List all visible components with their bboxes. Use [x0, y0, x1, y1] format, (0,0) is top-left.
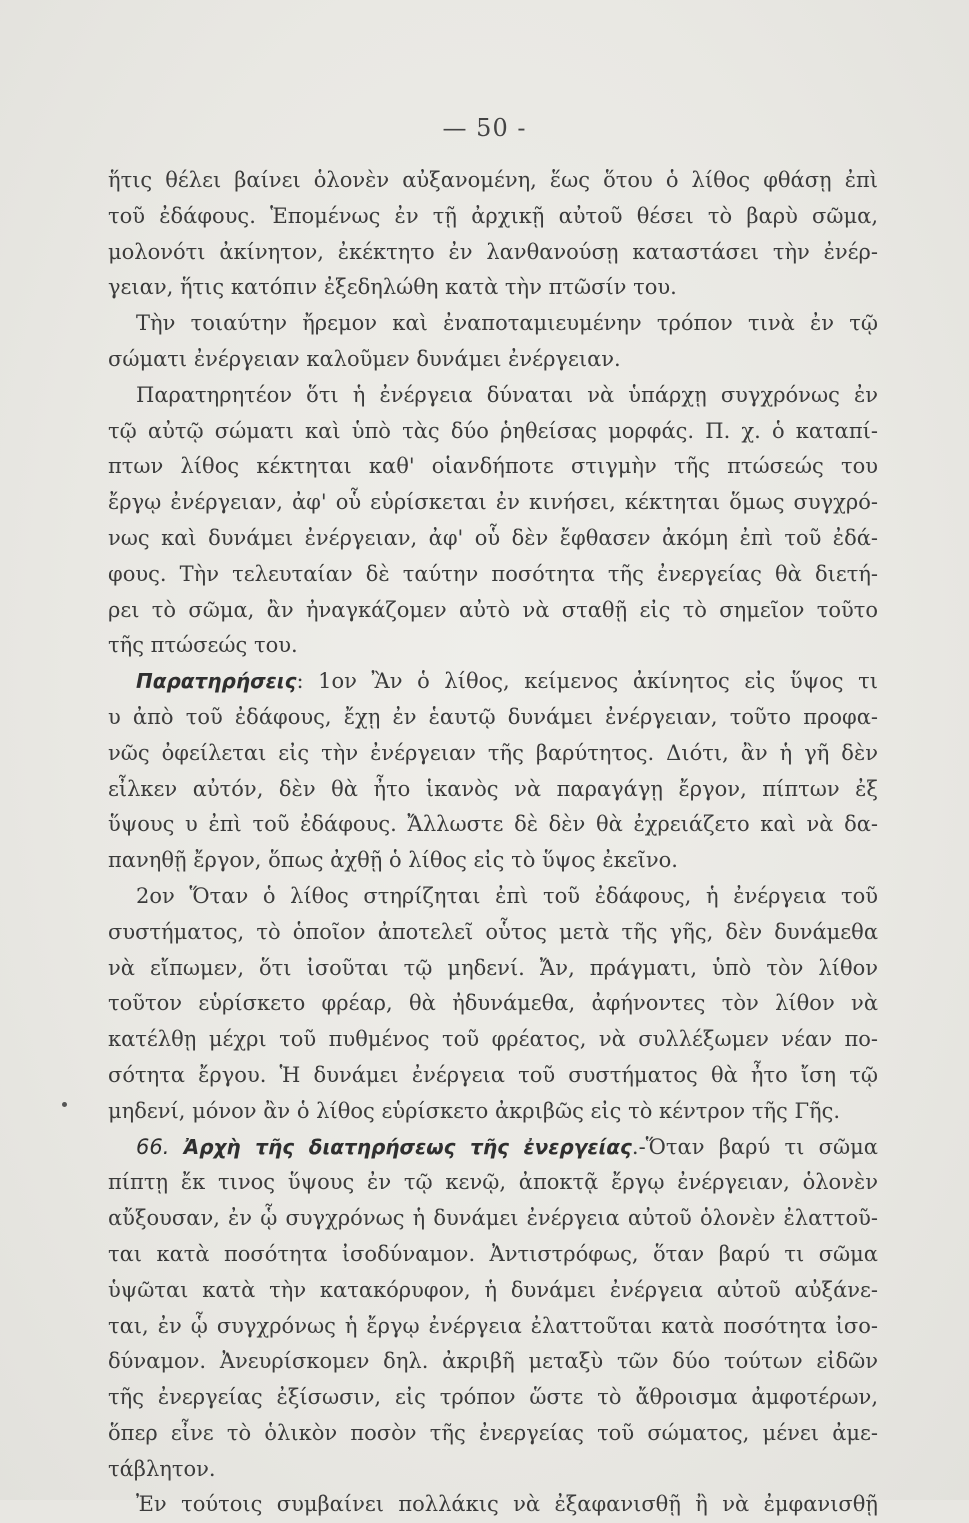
text-line: ὕψους υ ἐπὶ τοῦ ἐδάφους. Ἄλλωστε δὲ δὲν θὰ ἐχρειάζετο καὶ νὰ δα-: [108, 812, 878, 837]
text-line: ρει τὸ σῶμα, ἂν ἠναγκάζομεν αὐτὸ νὰ σταθῇ εἰς τὸ σημεῖον τοῦτο: [108, 597, 878, 622]
text-line: τοῦτον εὑρίσκετο φρέαρ, θὰ ἠδυνάμεθα, ἀφήνοντες τὸν λίθον νὰ: [108, 991, 878, 1016]
section-number: 66.: [136, 1134, 170, 1159]
section-first-text: .-Ὅταν βαρύ τι σῶμα: [631, 1134, 878, 1159]
page-number: — 50 -: [442, 114, 527, 142]
text-line: αὔξουσαν, ἐν ᾧ συγχρόνως ἡ δυνάμει ἐνέργεια αὐτοῦ ὁλονὲν ἐλαττοῦ-: [108, 1206, 878, 1231]
text-line: συστήματος, τὸ ὁποῖον ἀποτελεῖ οὗτος μετὰ τῆς γῆς, δὲν δυνάμεθα: [108, 919, 878, 944]
text-line: γειαν, ἥτις κατόπιν ἐξεδηλώθη κατὰ τὴν πτῶσίν του.: [108, 275, 677, 300]
text-line: ὑψῶται κατὰ τὴν κατακόρυφον, ἡ δυνάμει ἐνέργεια αὐτοῦ αὐξάνε-: [108, 1277, 878, 1302]
text-line: δύναμον. Ἀνευρίσκομεν δηλ. ἀκριβῆ μεταξὺ τῶν δύο τούτων εἰδῶν: [108, 1349, 878, 1374]
text-line: νῶς ὀφείλεται εἰς τὴν ἐνέργειαν τῆς βαρύτητος. Διότι, ἂν ἡ γῆ δὲν: [108, 740, 878, 765]
text-line: τάβλητον.: [108, 1456, 216, 1481]
section-heading: Ἀρχὴ τῆς διατηρήσεως τῆς ἐνεργείας: [183, 1134, 632, 1159]
observations-first-line: [108, 664, 878, 700]
text-line: νως καὶ δυνάμει ἐνέργειαν, ἀφ' οὗ δὲν ἔφθασεν ἀκόμη ἐπὶ τοῦ ἐδά-: [108, 525, 878, 550]
text-line: ἥτις θέλει βαίνει ὁλονὲν αὐξανομένη, ἕως ὅτου ὁ λίθος φθάσῃ ἐπὶ: [108, 168, 878, 192]
text-line: φους. Τὴν τελευταίαν δὲ ταύτην ποσότητα τῆς ἐνεργείας θὰ διετή-: [108, 561, 878, 586]
text-line: 2ον Ὅταν ὁ λίθος στηρίζηται ἐπὶ τοῦ ἐδάφους, ἡ ἐνέργεια τοῦ: [136, 883, 878, 908]
text-line: τῷ αὐτῷ σώματι καὶ ὑπὸ τὰς δύο ῥηθείσας μορφάς. Π. χ. ὁ καταπί-: [108, 418, 878, 443]
text-line: ὅπερ εἶνε τὸ ὁλικὸν ποσὸν τῆς ἐνεργείας τοῦ σώματος, μένει ἀμε-: [108, 1420, 878, 1445]
text-line: ται κατὰ ποσότητα ἰσοδύναμον. Ἀντιστρόφως, ὅταν βαρύ τι σῶμα: [108, 1241, 878, 1266]
text-line: πίπτῃ ἔκ τινος ὕψους ἐν τῷ κενῷ, ἀποκτᾷ ἔργῳ ἐνέργειαν, ὁλονὲν: [108, 1170, 878, 1195]
text-line: Ἐν τούτοις συμβαίνει πολλάκις νὰ ἐξαφανισθῇ ἢ νὰ ἐμφανισθῇ: [136, 1492, 878, 1517]
text-line: τῆς πτώσεώς του.: [108, 633, 298, 658]
text-line: νὰ εἴπωμεν, ὅτι ἰσοῦται τῷ μηδενί. Ἄν, πράγματι, ὑπὸ τὸν λίθον: [108, 955, 878, 980]
text-line: σώματι ἐνέργειαν καλοῦμεν δυνάμει ἐνέργειαν.: [108, 346, 621, 371]
observations-heading: Παρατηρήσεις: [136, 669, 297, 694]
text-line: μολονότι ἀκίνητον, ἐκέκτητο ἐν λανθανούσῃ καταστάσει τὴν ἐνέρ-: [108, 239, 878, 264]
text-line: μηδενί, μόνον ἂν ὁ λίθος εὑρίσκετο ἀκριβῶς εἰς τὸ κέντρον τῆς Γῆς.: [108, 1098, 841, 1123]
text-line: υ ἀπὸ τοῦ ἐδάφους, ἔχῃ ἐν ἑαυτῷ δυνάμει ἐνέργειαν, τοῦτο προφα-: [108, 704, 878, 729]
text-line: ἔργῳ ἐνέργειαν, ἀφ' οὗ εὑρίσκεται ἐν κινήσει, κέκτηται ὅμως συγχρό-: [108, 490, 878, 515]
text-line: κατέλθῃ μέχρι τοῦ πυθμένος τοῦ φρέατος, νὰ συλλέξωμεν νέαν πο-: [108, 1027, 878, 1052]
text-line: Τὴν τοιαύτην ἤρεμον καὶ ἐναποταμιευμένην τρόπον τινὰ ἐν τῷ: [136, 311, 878, 336]
section-66-first-line: [108, 1130, 878, 1166]
text-line: πτων λίθος κέκτηται καθ' οἱανδήποτε στιγμὴν τῆς πτώσεώς του: [108, 454, 878, 479]
text-line: τοῦ ἐδάφους. Ἑπομένως ἐν τῇ ἀρχικῇ αὐτοῦ θέσει τὸ βαρὺ σῶμα,: [108, 203, 878, 228]
page-body: [108, 163, 878, 1523]
text-line: πανηθῇ ἔργον, ὅπως ἀχθῇ ὁ λίθος εἰς τὸ ὕψος ἐκεῖνο.: [108, 848, 678, 873]
text-line: εἶλκεν αὐτόν, δὲν θὰ ἦτο ἱκανὸς νὰ παραγάγῃ ἔργον, πίπτων ἐξ: [108, 776, 878, 801]
text-line: Παρατηρητέον ὅτι ἡ ἐνέργεια δύναται νὰ ὑπάρχῃ συγχρόνως ἐν: [136, 382, 878, 407]
margin-dot: [62, 1102, 67, 1107]
text-line: σότητα ἔργου. Ἡ δυνάμει ἐνέργεια τοῦ συστήματος θὰ ἦτο ἴση τῷ: [108, 1062, 878, 1087]
text-line: τῆς ἐνεργείας ἐξίσωσιν, εἰς τρόπον ὥστε τὸ ἄθροισμα ἀμφοτέρων,: [108, 1385, 878, 1410]
observations-first-text: : 1ον Ἂν ὁ λίθος, κείμενος ἀκίνητος εἰς ὕψος τι: [296, 669, 878, 694]
text-line: ται, ἐν ᾧ συγχρόνως ἡ ἔργῳ ἐνέργεια ἐλαττοῦται κατὰ ποσότητα ἰσο-: [108, 1313, 878, 1338]
